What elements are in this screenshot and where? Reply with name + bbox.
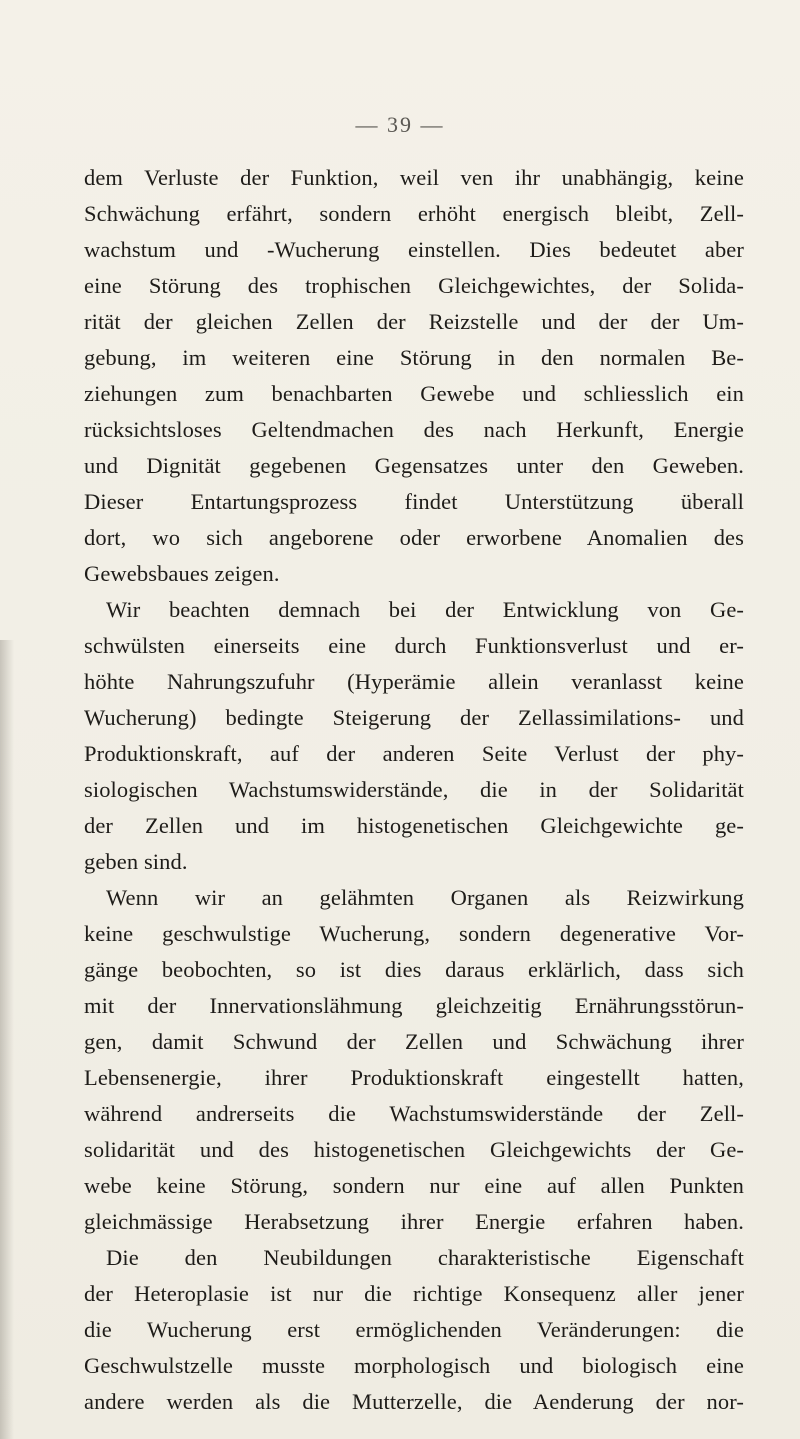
text-line: keine geschwulstige Wucherung, sondern degenerative Vor- [84, 921, 744, 946]
text-line: gänge beobochten, so ist dies daraus erklärlich, dass sich [84, 957, 744, 982]
text-line: der Zellen und im histogenetischen Gleichgewichte ge- [84, 813, 744, 838]
body-text [84, 160, 744, 1420]
text-line: mit der Innervationslähmung gleichzeitig Ernährungsstörun- [84, 993, 744, 1018]
text-line: webe keine Störung, sondern nur eine auf allen Punkten [84, 1173, 744, 1198]
text-line: Produktionskraft, auf der anderen Seite Verlust der phy- [84, 741, 744, 766]
text-line: gen, damit Schwund der Zellen und Schwächung ihrer [84, 1029, 744, 1054]
text-line: Wir beachten demnach bei der Entwicklung von Ge- [106, 597, 744, 622]
text-line: dort, wo sich angeborene oder erworbene Anomalien des [84, 525, 744, 550]
text-line: gleichmässige Herabsetzung ihrer Energie erfahren haben. [84, 1209, 744, 1234]
text-line: Lebensenergie, ihrer Produktionskraft eingestellt hatten, [84, 1065, 744, 1090]
text-line: schwülsten einerseits eine durch Funktionsverlust und er- [84, 633, 744, 658]
text-line: rücksichtsloses Geltendmachen des nach Herkunft, Energie [84, 417, 744, 442]
text-line: gebung, im weiteren eine Störung in den normalen Be- [84, 345, 744, 370]
text-line: Geschwulstzelle musste morphologisch und biologisch eine [84, 1353, 744, 1378]
text-line: wachstum und -Wucherung einstellen. Dies bedeutet aber [84, 237, 744, 262]
text-line: Dieser Entartungsprozess findet Unterstützung überall [84, 489, 744, 514]
text-line: Wucherung) bedingte Steigerung der Zellassimilations- und [84, 705, 744, 730]
text-line: die Wucherung erst ermöglichenden Veränderungen: die [84, 1317, 744, 1342]
text-line: Schwächung erfährt, sondern erhöht energisch bleibt, Zell- [84, 201, 744, 226]
page-edge-shadow [0, 640, 14, 1439]
text-line: und Dignität gegebenen Gegensatzes unter den Geweben. [84, 453, 744, 478]
text-line: andere werden als die Mutterzelle, die Aenderung der nor- [84, 1389, 744, 1414]
text-line: geben sind. [84, 849, 188, 874]
text-line: der Heteroplasie ist nur die richtige Konsequenz aller jener [84, 1281, 744, 1306]
text-line: während andrerseits die Wachstumswiderstände der Zell- [84, 1101, 744, 1126]
text-line: Die den Neubildungen charakteristische Eigenschaft [106, 1245, 744, 1270]
text-line: eine Störung des trophischen Gleichgewichtes, der Solida- [84, 273, 744, 298]
text-line: siologischen Wachstumswiderstände, die in der Solidarität [84, 777, 744, 802]
text-line: höhte Nahrungszufuhr (Hyperämie allein veranlasst keine [84, 669, 744, 694]
text-line: dem Verluste der Funktion, weil ven ihr unabhängig, keine [84, 165, 744, 190]
text-line: Wenn wir an gelähmten Organen als Reizwirkung [106, 885, 744, 910]
page-number: — 39 — [355, 112, 445, 137]
text-line: Gewebsbaues zeigen. [84, 561, 280, 586]
text-line: rität der gleichen Zellen der Reizstelle und der der Um- [84, 309, 744, 334]
text-line: ziehungen zum benachbarten Gewebe und schliesslich ein [84, 381, 744, 406]
text-line: solidarität und des histogenetischen Gleichgewichts der Ge- [84, 1137, 744, 1162]
